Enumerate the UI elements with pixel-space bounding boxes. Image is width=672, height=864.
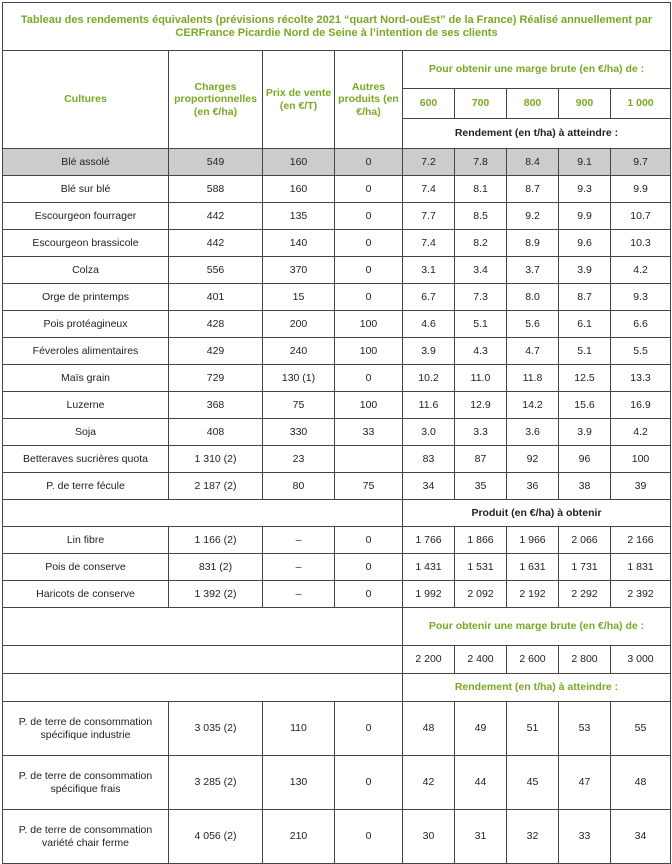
blank-cell (3, 674, 403, 702)
value-cell: 6.7 (403, 284, 455, 311)
value-cell: 45 (507, 756, 559, 810)
produit-header: Produit (en €/ha) à obtenir (403, 500, 671, 527)
value-cell: 11.8 (507, 365, 559, 392)
marge-value: 800 (507, 89, 559, 119)
table-row (3, 702, 671, 756)
value-cell: 2 392 (611, 581, 671, 608)
charges-cell: 401 (169, 284, 263, 311)
value-cell: 33 (559, 810, 611, 864)
autres-cell: 0 (335, 284, 403, 311)
prix-cell: 200 (263, 311, 335, 338)
culture-cell: Orge de printemps (3, 284, 169, 311)
value-cell: 3.1 (403, 257, 455, 284)
value-cell: 11.6 (403, 392, 455, 419)
prix-cell: 110 (263, 702, 335, 756)
value-cell: 9.3 (611, 284, 671, 311)
value-cell: 4.3 (455, 338, 507, 365)
value-cell: 3.4 (455, 257, 507, 284)
value-cell: 1 866 (455, 527, 507, 554)
marge-header: Pour obtenir une marge brute (en €/ha) de : (403, 51, 671, 89)
value-cell: 12.9 (455, 392, 507, 419)
value-cell: 3.0 (403, 419, 455, 446)
blank-cell (3, 608, 403, 646)
autres-cell: 100 (335, 338, 403, 365)
marge-value: 600 (403, 89, 455, 119)
value-cell: 8.9 (507, 230, 559, 257)
value-cell: 1 831 (611, 554, 671, 581)
culture-cell: Escourgeon fourrager (3, 203, 169, 230)
autres-cell: 100 (335, 311, 403, 338)
value-cell: 7.8 (455, 149, 507, 176)
value-cell: 5.1 (559, 338, 611, 365)
value-cell: 4.6 (403, 311, 455, 338)
value-cell: 44 (455, 756, 507, 810)
value-cell: 8.7 (559, 284, 611, 311)
value-cell: 7.7 (403, 203, 455, 230)
value-cell: 39 (611, 473, 671, 500)
autres-cell (335, 446, 403, 473)
charges-cell: 549 (169, 149, 263, 176)
charges-cell: 408 (169, 419, 263, 446)
prix-cell: 160 (263, 149, 335, 176)
value-cell: 35 (455, 473, 507, 500)
charges-cell: 2 187 (2) (169, 473, 263, 500)
prix-cell: 23 (263, 446, 335, 473)
marge-value: 3 000 (611, 646, 671, 674)
table-row (3, 365, 671, 392)
autres-cell: 0 (335, 176, 403, 203)
charges-cell: 556 (169, 257, 263, 284)
value-cell: 53 (559, 702, 611, 756)
table-row (3, 338, 671, 365)
value-cell: 3.9 (403, 338, 455, 365)
value-cell: 42 (403, 756, 455, 810)
value-cell: 38 (559, 473, 611, 500)
value-cell: 6.6 (611, 311, 671, 338)
value-cell: 30 (403, 810, 455, 864)
culture-cell: Escourgeon brassicole (3, 230, 169, 257)
prix-cell: 75 (263, 392, 335, 419)
culture-cell: Pois de conserve (3, 554, 169, 581)
culture-cell: Luzerne (3, 392, 169, 419)
culture-cell: Lin fibre (3, 527, 169, 554)
table-row (3, 311, 671, 338)
prix-cell: 130 (263, 756, 335, 810)
table-row (3, 756, 671, 810)
prix-cell: – (263, 554, 335, 581)
value-cell: 15.6 (559, 392, 611, 419)
prix-cell: 15 (263, 284, 335, 311)
value-cell: 8.2 (455, 230, 507, 257)
value-cell: 8.1 (455, 176, 507, 203)
value-cell: 83 (403, 446, 455, 473)
value-cell: 7.4 (403, 230, 455, 257)
value-cell: 10.2 (403, 365, 455, 392)
value-cell: 1 966 (507, 527, 559, 554)
charges-cell: 3 285 (2) (169, 756, 263, 810)
col-header-prix: Prix de vente (en €/T) (263, 51, 335, 149)
col-header-charges: Charges proportionnelles (en €/ha) (169, 51, 263, 149)
charges-cell: 1 392 (2) (169, 581, 263, 608)
value-cell: 9.1 (559, 149, 611, 176)
autres-cell: 0 (335, 527, 403, 554)
value-cell: 7.2 (403, 149, 455, 176)
culture-cell: P. de terre de consommation variété chair ferme (3, 810, 169, 864)
value-cell: 48 (611, 756, 671, 810)
value-cell: 49 (455, 702, 507, 756)
col-header-autres: Autres produits (en €/ha) (335, 51, 403, 149)
value-cell: 11.0 (455, 365, 507, 392)
table-row (3, 554, 671, 581)
prix-cell: 240 (263, 338, 335, 365)
value-cell: 7.4 (403, 176, 455, 203)
charges-cell: 588 (169, 176, 263, 203)
table-row (3, 581, 671, 608)
autres-cell: 33 (335, 419, 403, 446)
culture-cell: Blé sur blé (3, 176, 169, 203)
value-cell: 96 (559, 446, 611, 473)
value-cell: 9.9 (611, 176, 671, 203)
prix-cell: – (263, 581, 335, 608)
autres-cell: 0 (335, 230, 403, 257)
charges-cell: 442 (169, 230, 263, 257)
rendement-header: Rendement (en t/ha) à atteindre : (403, 674, 671, 702)
culture-cell: Féveroles alimentaires (3, 338, 169, 365)
table-row (3, 257, 671, 284)
culture-cell: Haricots de conserve (3, 581, 169, 608)
value-cell: 3.6 (507, 419, 559, 446)
autres-cell: 0 (335, 257, 403, 284)
marge-value: 2 400 (455, 646, 507, 674)
table-row (3, 527, 671, 554)
value-cell: 1 631 (507, 554, 559, 581)
value-cell: 16.9 (611, 392, 671, 419)
marge-value: 700 (455, 89, 507, 119)
value-cell: 8.5 (455, 203, 507, 230)
value-cell: 1 766 (403, 527, 455, 554)
value-cell: 4.2 (611, 257, 671, 284)
value-cell: 3.9 (559, 419, 611, 446)
autres-cell: 0 (335, 581, 403, 608)
value-cell: 3.3 (455, 419, 507, 446)
table-row (3, 392, 671, 419)
value-cell: 1 531 (455, 554, 507, 581)
prix-cell: 80 (263, 473, 335, 500)
value-cell: 2 192 (507, 581, 559, 608)
charges-cell: 442 (169, 203, 263, 230)
value-cell: 34 (403, 473, 455, 500)
value-cell: 47 (559, 756, 611, 810)
charges-cell: 428 (169, 311, 263, 338)
value-cell: 10.3 (611, 230, 671, 257)
value-cell: 2 292 (559, 581, 611, 608)
value-cell: 34 (611, 810, 671, 864)
table-row (3, 446, 671, 473)
col-header-cultures: Cultures (3, 51, 169, 149)
yield-table (2, 2, 671, 864)
value-cell: 3.9 (559, 257, 611, 284)
value-cell: 2 066 (559, 527, 611, 554)
culture-cell: P. de terre fécule (3, 473, 169, 500)
value-cell: 5.6 (507, 311, 559, 338)
subheader-row (3, 608, 671, 646)
prix-cell: 370 (263, 257, 335, 284)
value-cell: 87 (455, 446, 507, 473)
autres-cell: 100 (335, 392, 403, 419)
autres-cell: 0 (335, 149, 403, 176)
charges-cell: 368 (169, 392, 263, 419)
table-row (3, 176, 671, 203)
value-cell: 2 166 (611, 527, 671, 554)
value-cell: 2 092 (455, 581, 507, 608)
value-cell: 9.2 (507, 203, 559, 230)
value-cell: 9.7 (611, 149, 671, 176)
table-row (3, 810, 671, 864)
marge-value: 2 800 (559, 646, 611, 674)
prix-cell: 140 (263, 230, 335, 257)
value-cell: 9.3 (559, 176, 611, 203)
autres-cell: 0 (335, 554, 403, 581)
value-cell: 92 (507, 446, 559, 473)
subheader-row (3, 500, 671, 527)
blank-cell (3, 500, 403, 527)
autres-cell: 0 (335, 203, 403, 230)
blank-cell (3, 646, 403, 674)
table-title: Tableau des rendements équivalents (prévisions récolte 2021 “quart Nord-ouEst” de la France) Réalisé annuellement par CERFrance Picardie Nord de Seine à l’intention de ses clients (3, 3, 671, 51)
value-cell: 13.3 (611, 365, 671, 392)
subheader-row (3, 646, 671, 674)
value-cell: 1 431 (403, 554, 455, 581)
marge-value: 900 (559, 89, 611, 119)
value-cell: 8.4 (507, 149, 559, 176)
marge-value: 2 600 (507, 646, 559, 674)
value-cell: 6.1 (559, 311, 611, 338)
charges-cell: 1 166 (2) (169, 527, 263, 554)
value-cell: 1 731 (559, 554, 611, 581)
value-cell: 12.5 (559, 365, 611, 392)
value-cell: 5.1 (455, 311, 507, 338)
prix-cell: 160 (263, 176, 335, 203)
value-cell: 7.3 (455, 284, 507, 311)
value-cell: 9.9 (559, 203, 611, 230)
marge-header: Pour obtenir une marge brute (en €/ha) de : (403, 608, 671, 646)
table-row (3, 284, 671, 311)
value-cell: 4.2 (611, 419, 671, 446)
culture-cell: Colza (3, 257, 169, 284)
value-cell: 36 (507, 473, 559, 500)
table-row (3, 419, 671, 446)
autres-cell: 0 (335, 756, 403, 810)
autres-cell: 0 (335, 702, 403, 756)
value-cell: 1 992 (403, 581, 455, 608)
charges-cell: 831 (2) (169, 554, 263, 581)
value-cell: 14.2 (507, 392, 559, 419)
rendement-header: Rendement (en t/ha) à atteindre : (403, 119, 671, 149)
marge-value: 1 000 (611, 89, 671, 119)
prix-cell: 210 (263, 810, 335, 864)
prix-cell: 130 (1) (263, 365, 335, 392)
culture-cell: P. de terre de consommation spécifique industrie (3, 702, 169, 756)
value-cell: 10.7 (611, 203, 671, 230)
prix-cell: 135 (263, 203, 335, 230)
charges-cell: 429 (169, 338, 263, 365)
value-cell: 3.7 (507, 257, 559, 284)
value-cell: 9.6 (559, 230, 611, 257)
culture-cell: Soja (3, 419, 169, 446)
table-row (3, 149, 671, 176)
charges-cell: 3 035 (2) (169, 702, 263, 756)
value-cell: 48 (403, 702, 455, 756)
autres-cell: 0 (335, 810, 403, 864)
value-cell: 55 (611, 702, 671, 756)
autres-cell: 75 (335, 473, 403, 500)
table-row (3, 203, 671, 230)
autres-cell: 0 (335, 365, 403, 392)
culture-cell: Blé assolé (3, 149, 169, 176)
culture-cell: P. de terre de consommation spécifique frais (3, 756, 169, 810)
culture-cell: Maïs grain (3, 365, 169, 392)
charges-cell: 729 (169, 365, 263, 392)
prix-cell: 330 (263, 419, 335, 446)
value-cell: 100 (611, 446, 671, 473)
value-cell: 51 (507, 702, 559, 756)
value-cell: 5.5 (611, 338, 671, 365)
charges-cell: 1 310 (2) (169, 446, 263, 473)
culture-cell: Pois protéagineux (3, 311, 169, 338)
culture-cell: Betteraves sucrières quota (3, 446, 169, 473)
prix-cell: – (263, 527, 335, 554)
subheader-row (3, 674, 671, 702)
value-cell: 32 (507, 810, 559, 864)
value-cell: 8.0 (507, 284, 559, 311)
table-row (3, 473, 671, 500)
value-cell: 31 (455, 810, 507, 864)
value-cell: 8.7 (507, 176, 559, 203)
charges-cell: 4 056 (2) (169, 810, 263, 864)
value-cell: 4.7 (507, 338, 559, 365)
table-row (3, 230, 671, 257)
marge-value: 2 200 (403, 646, 455, 674)
